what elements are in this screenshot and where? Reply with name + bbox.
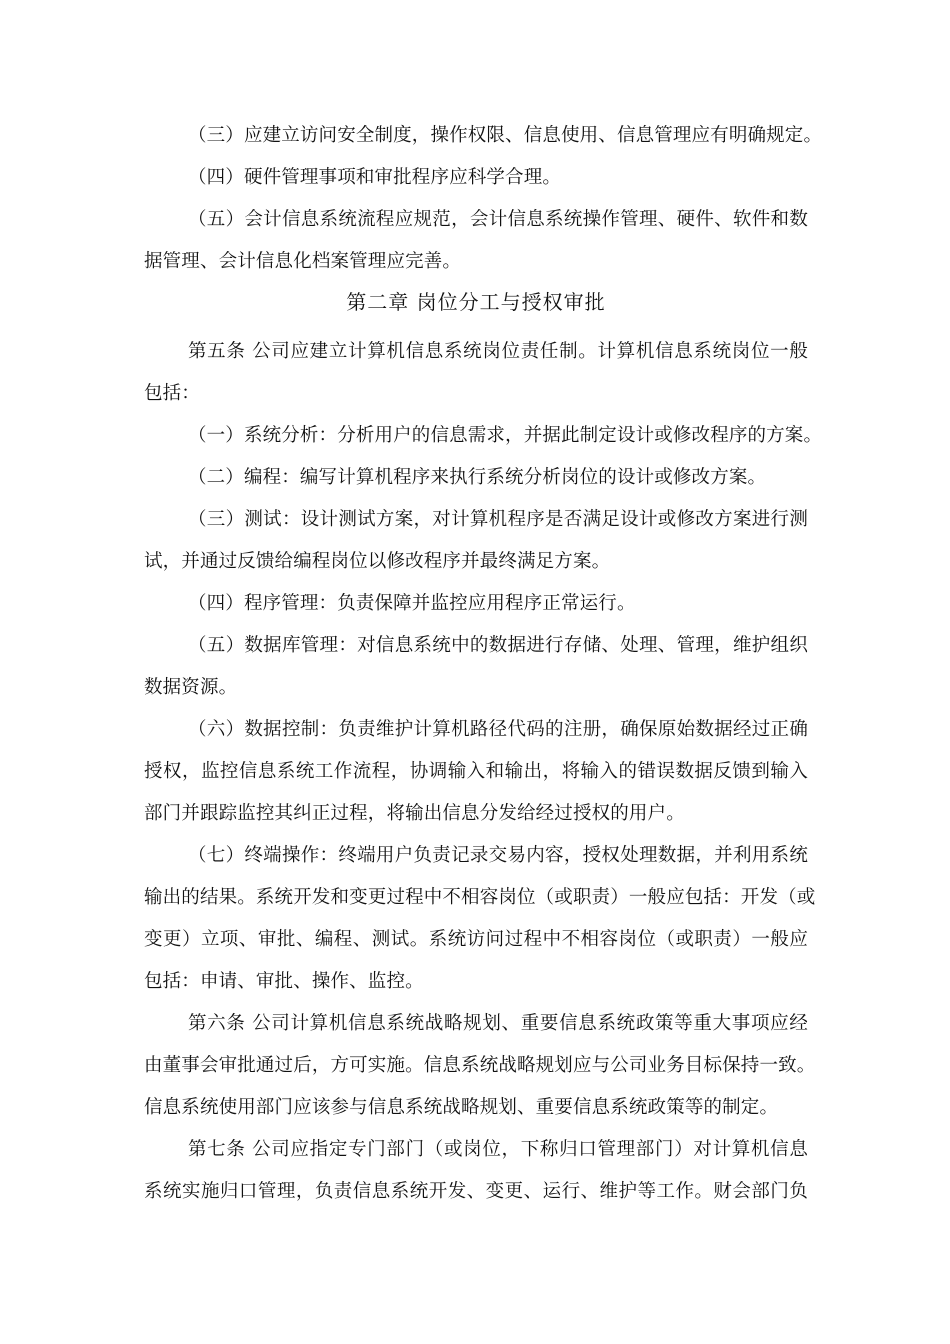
paragraph-line: （四）程序管理：负责保障并监控应用程序正常运行。 — [188, 593, 636, 614]
paragraph-line: （一）系统分析：分析用户的信息需求，并据此制定设计或修改程序的方案。 — [188, 425, 823, 446]
paragraph-line: 由董事会审批通过后，方可实施。信息系统战略规划应与公司业务目标保持一致。 — [144, 1055, 816, 1076]
paragraph-line: （五）数据库管理：对信息系统中的数据进行存储、处理、管理，维护组织 — [188, 635, 808, 656]
paragraph-line: （四）硬件管理事项和审批程序应科学合理。 — [188, 167, 562, 188]
chapter-heading: 第二章 岗位分工与授权审批 — [346, 290, 606, 314]
paragraph-line: 包括： — [144, 383, 200, 404]
paragraph-line: 试，并通过反馈给编程岗位以修改程序并最终满足方案。 — [144, 551, 611, 572]
article-line: 第五条 公司应建立计算机信息系统岗位责任制。计算机信息系统岗位一般 — [188, 341, 808, 362]
paragraph-line: （六）数据控制：负责维护计算机路径代码的注册，确保原始数据经过正确 — [188, 719, 808, 740]
article-line: 第七条 公司应指定专门部门（或岗位，下称归口管理部门）对计算机信息 — [188, 1139, 808, 1160]
paragraph-line: 据管理、会计信息化档案管理应完善。 — [144, 251, 462, 272]
paragraph-line: 授权，监控信息系统工作流程，协调输入和输出，将输入的错误数据反馈到输入 — [144, 761, 808, 782]
paragraph-line: （三）测试：设计测试方案，对计算机程序是否满足设计或修改方案进行测 — [188, 509, 808, 530]
paragraph-line: 数据资源。 — [144, 677, 238, 698]
paragraph-line: 输出的结果。系统开发和变更过程中不相容岗位（或职责）一般应包括：开发（或 — [144, 887, 816, 908]
paragraph-line: 系统实施归口管理，负责信息系统开发、变更、运行、维护等工作。财会部门负 — [144, 1181, 808, 1202]
paragraph-line: 包括：申请、审批、操作、监控。 — [144, 971, 424, 992]
paragraph-line: 部门并跟踪监控其纠正过程，将输出信息分发给经过授权的用户。 — [144, 803, 685, 824]
paragraph-line: 变更）立项、审批、编程、测试。系统访问过程中不相容岗位（或职责）一般应 — [144, 929, 808, 950]
paragraph-line: （七）终端操作：终端用户负责记录交易内容，授权处理数据，并利用系统 — [188, 845, 808, 866]
paragraph-line: （二）编程：编写计算机程序来执行系统分析岗位的设计或修改方案。 — [188, 467, 767, 488]
article-line: 第六条 公司计算机信息系统战略规划、重要信息系统政策等重大事项应经 — [188, 1013, 808, 1034]
paragraph-line: 信息系统使用部门应该参与信息系统战略规划、重要信息系统政策等的制定。 — [144, 1097, 779, 1118]
paragraph-line: （五）会计信息系统流程应规范，会计信息系统操作管理、硬件、软件和数 — [188, 209, 808, 230]
paragraph-line: （三）应建立访问安全制度，操作权限、信息使用、信息管理应有明确规定。 — [188, 125, 823, 146]
